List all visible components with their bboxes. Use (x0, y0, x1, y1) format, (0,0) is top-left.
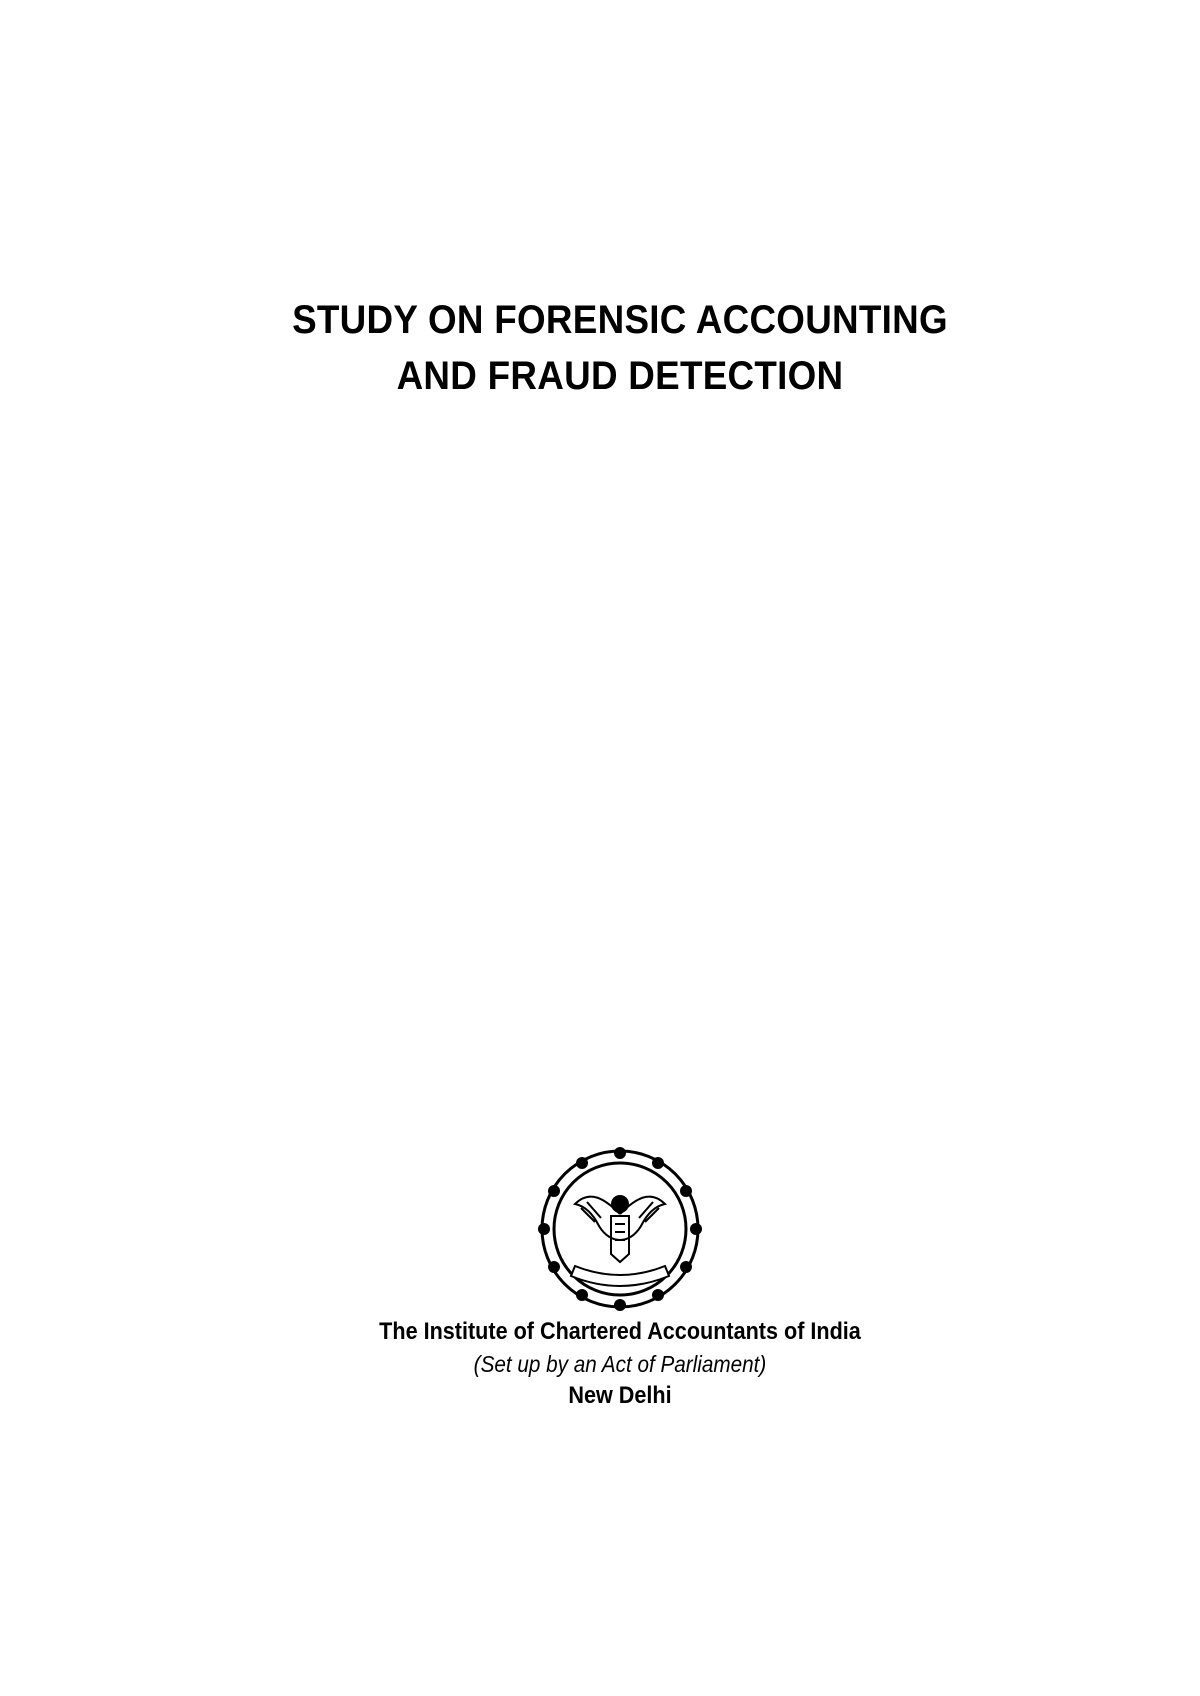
title-line-1: STUDY ON FORENSIC ACCOUNTING (292, 298, 948, 342)
document-title (0, 292, 1200, 404)
publisher-city: New Delhi (568, 1382, 672, 1409)
publisher-block (0, 1316, 1200, 1412)
icai-seal-emblem-icon (535, 1144, 705, 1314)
publisher-name: The Institute of Chartered Accountants of India (379, 1318, 861, 1345)
title-line-2: AND FRAUD DETECTION (396, 354, 844, 398)
publisher-note: (Set up by an Act of Parliament) (473, 1351, 767, 1377)
